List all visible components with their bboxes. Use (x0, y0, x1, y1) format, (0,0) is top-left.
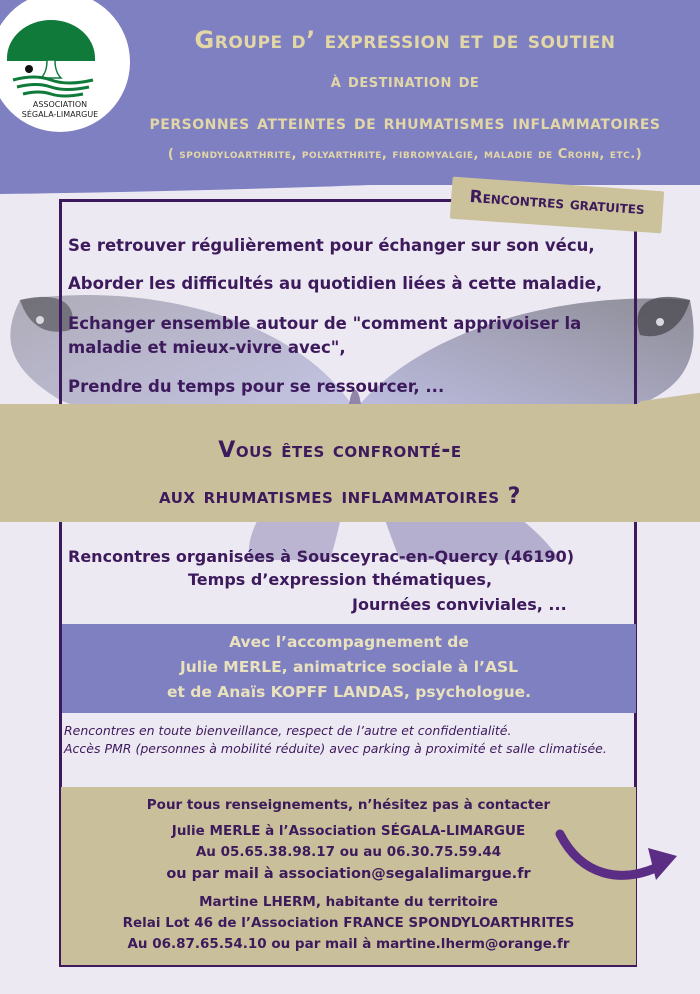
bullet-item: Prendre du temps pour se ressourcer, ... (68, 377, 445, 396)
info-location: Rencontres organisées à Sousceyrac-en-Quercy (46190) (68, 547, 575, 566)
bullet-item: Aborder les difficultés au quotidien liées à cette maladie, (68, 274, 603, 293)
info-convivial: Journées conviviales, ... (352, 595, 567, 614)
accompaniment-line: Avec l’accompagnement de (229, 633, 469, 651)
contact-line: Relai Lot 46 de l’Association FRANCE SPONDYLOARTHRITES (122, 915, 575, 931)
header-conditions: ( spondyloarthrite, polyarthrite, fibromyalgie, maladie de Crohn, etc.) (167, 147, 643, 162)
logo-text-association: ASSOCIATION (32, 100, 88, 109)
accompaniment-line: et de Anaïs KOPFF LANDAS, psychologue. (166, 683, 532, 701)
header-audience: personnes atteintes de rhumatismes inflammatoires (149, 110, 661, 134)
banner-line-1: Vous êtes confronté-e (218, 438, 462, 463)
info-thematic: Temps d’expression thématiques, (188, 570, 493, 589)
note-line: Rencontres en toute bienveillance, respect de l’autre et confidentialité. (64, 723, 512, 738)
bullet-item: Echanger ensemble autour de "comment apprivoiser la maladie et mieux-vivre avec", (68, 314, 582, 357)
contact-phone: Au 05.65.38.98.17 ou au 06.30.75.59.44 (195, 844, 502, 860)
note-line: Accès PMR (personnes à mobilité réduite) avec parking à proximité et salle climatisée. (64, 741, 607, 756)
contact-phone-mail[interactable]: Au 06.87.65.54.10 ou par mail à martine.lherm@orange.fr (127, 936, 570, 952)
contact-intro: Pour tous renseignements, n’hésitez pas à contacter (146, 797, 551, 813)
accompaniment-line: Julie MERLE, animatrice sociale à l’ASL (179, 658, 519, 676)
contact-box (61, 787, 636, 965)
contact-line: Martine LHERM, habitante du territoire (199, 894, 498, 910)
header-title: Groupe d’ expression et de soutien (194, 26, 616, 54)
header-subtitle: à destination de (330, 71, 480, 92)
contact-email-link[interactable]: ou par mail à association@segalalimargue.fr (166, 866, 531, 882)
curved-arrow-icon (552, 822, 682, 892)
association-logo-icon (5, 14, 97, 100)
banner-line-2: aux rhumatismes inflammatoires ? (159, 484, 521, 509)
bullet-item: Se retrouver régulièrement pour échanger sur son vécu, (68, 236, 595, 255)
contact-line: Julie MERLE à l’Association SÉGALA-LIMARGUE (171, 823, 526, 839)
logo-text-name: SÉGALA-LIMARGUE (21, 110, 99, 119)
accompaniment-box (62, 624, 636, 713)
free-meetings-label: Rencontres gratuites (468, 186, 646, 220)
